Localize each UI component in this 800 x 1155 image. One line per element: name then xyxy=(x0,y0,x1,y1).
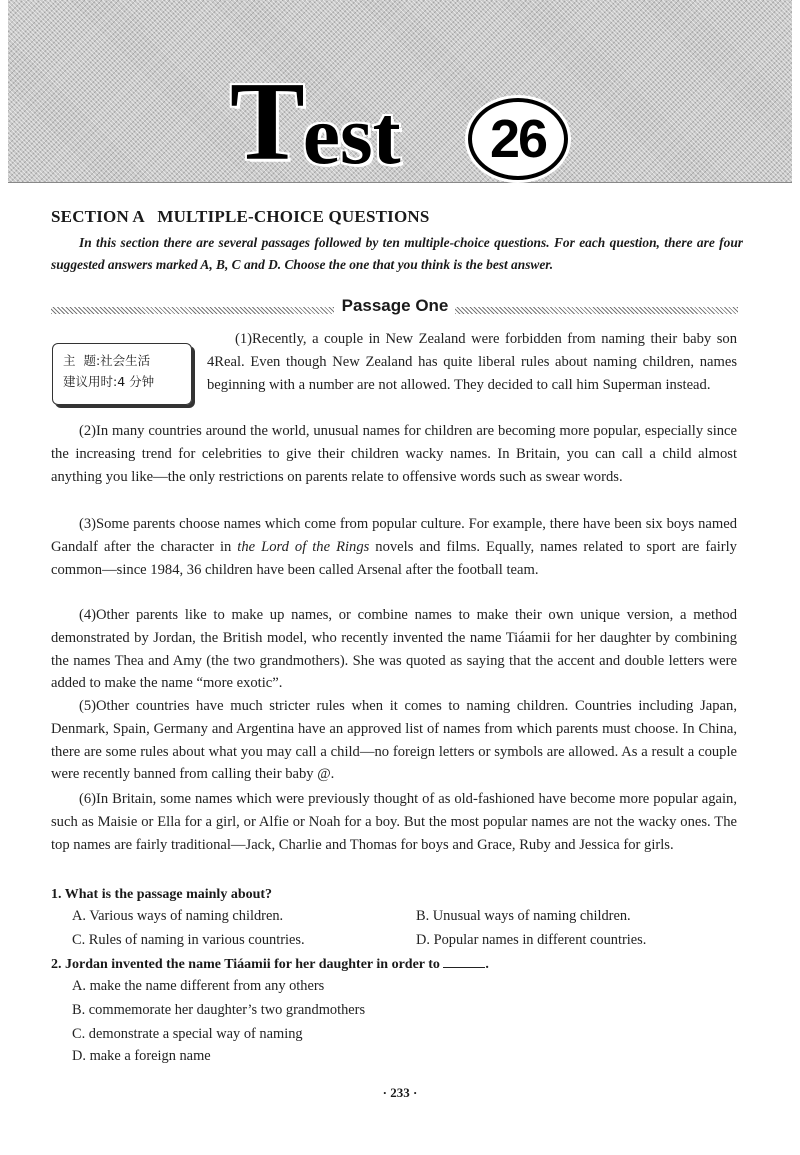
question-1-option-c[interactable]: C. Rules of naming in various countries. xyxy=(72,932,305,948)
paragraph-3-part-2: novels and films. Equally, names related to sport are fairly common—since 1984, 36 children have been called Arsenal after the football team. xyxy=(51,538,737,578)
passage-title-rule-left xyxy=(51,307,334,314)
paragraph-3 xyxy=(51,513,737,581)
paragraph-2: (2)In many countries around the world, unusual names for children are becoming more popular, especially since the increasing trend for celebrities to give their children wacky names. In Britain, you can call a child almost anything you like—the only restrictions on parents relate to offensive words such as swear words. xyxy=(51,423,737,485)
test-number-badge: 26 xyxy=(468,98,568,180)
question-2-option-d[interactable]: D. make a foreign name xyxy=(72,1048,211,1064)
suggested-time-line: 建议用时:4 分钟 xyxy=(63,374,155,389)
question-2-option-c[interactable]: C. demonstrate a special way of naming xyxy=(72,1026,303,1042)
paragraph-5: (5)Other countries have much stricter rules when it comes to naming children. Countries including Japan, Denmark, Spain, Germany and Argentina have an approved list of names from which parents must choose. In China, there are some rules about what you may call a child—no foreign letters or symbols are allowed. As a result a couple were recently banned from calling their baby @. xyxy=(51,698,737,783)
paragraph-6: (6)In Britain, some names which were previously thought of as old-fashioned have become more popular again, such as Maisie or Ella for a girl, or Alfie or Noah for a boy. But the most popular names are not the wacky ones. The top names are fairly traditional—Jack, Charlie and Thomas for boys and Grace, Ruby and Jessica for girls. xyxy=(51,791,737,853)
section-title: SECTION A MULTIPLE-CHOICE QUESTIONS xyxy=(51,207,430,226)
passage-title: Passage One xyxy=(341,296,449,315)
section-instructions-text: In this section there are several passages followed by ten multiple-choice questions. For each question, there are four suggested answers marked A, B, C and D. Choose the one that you think is the best answer. xyxy=(51,235,743,272)
page-number: · 233 · xyxy=(382,1085,418,1100)
test-title-first-letter: T xyxy=(230,60,301,184)
question-2-stem-end: . xyxy=(485,957,489,972)
question-1-option-d[interactable]: D. Popular names in different countries. xyxy=(416,932,647,948)
question-2-stem-text: 2. Jordan invented the name Tiáamii for her daughter in order to xyxy=(51,957,440,972)
book-title: the Lord of the Rings xyxy=(237,538,370,555)
passage-title-rule-right xyxy=(455,307,738,314)
topic-box xyxy=(52,343,192,405)
question-1-stem: 1. What is the passage mainly about? xyxy=(51,887,273,902)
test-title-rest: est xyxy=(302,89,401,182)
paragraph-1: (1)Recently, a couple in New Zealand were forbidden from naming their baby son 4Real. Even though New Zealand has quite liberal rules about naming children, names beginning with a number are not allowed. They decided to call him Superman instead. xyxy=(207,331,737,393)
question-1-option-a[interactable]: A. Various ways of naming children. xyxy=(72,908,284,924)
test-title xyxy=(230,60,401,184)
question-2-option-a[interactable]: A. make the name different from any others xyxy=(72,978,325,994)
topic-line: 主 题:社会生活 xyxy=(63,353,151,368)
paragraph-3-part-1: (3)Some parents choose names which come from popular culture. For example, there have been six boys named Gandalf after the character in xyxy=(51,516,737,555)
question-1-option-b[interactable]: B. Unusual ways of naming children. xyxy=(416,908,631,924)
question-2-stem xyxy=(51,955,489,973)
answer-blank[interactable] xyxy=(443,955,485,968)
paragraph-4: (4)Other parents like to make up names, or combine names to make their own unique version, a method demonstrated by Jordan, the British model, who recently invented the name Tiáamii for her daughter by combining the names Thea and Amy (the two grandmothers). She was quoted as saying that the accent and double letters were added to make the name “more exotic”. xyxy=(51,607,737,692)
section-instructions xyxy=(51,232,743,276)
question-2-option-b[interactable]: B. commemorate her daughter’s two grandmothers xyxy=(72,1002,366,1018)
